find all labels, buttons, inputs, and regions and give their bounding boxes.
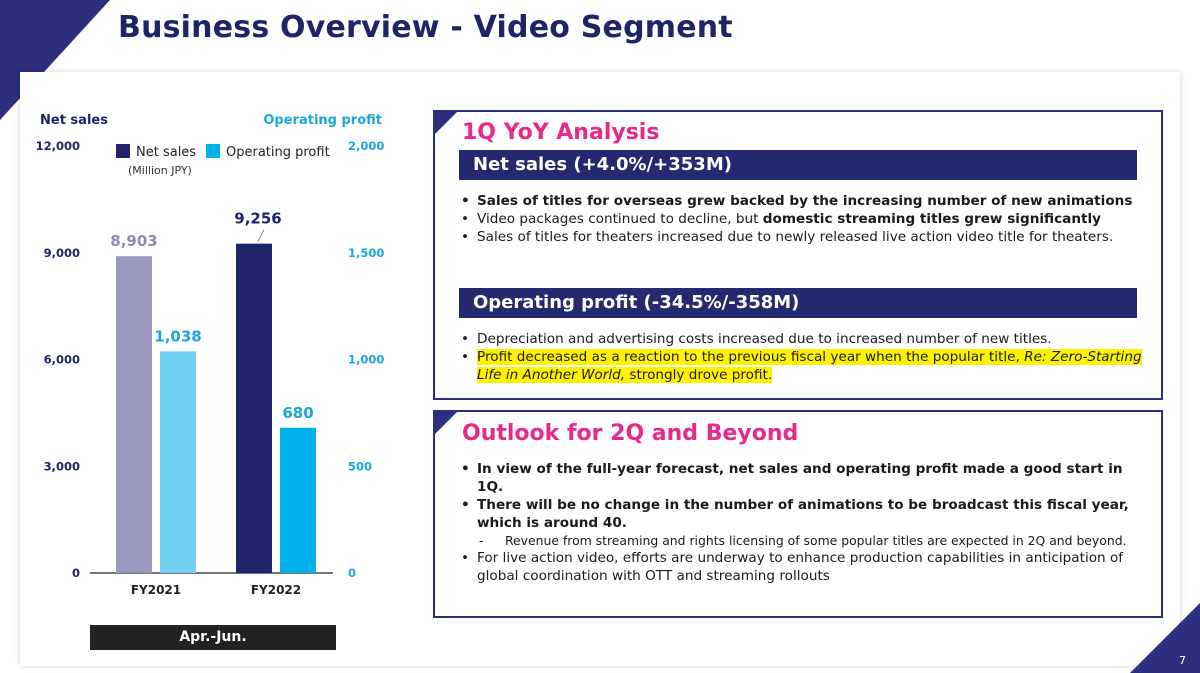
bar-operating-profit (160, 351, 196, 573)
left-axis-title: Net sales (40, 113, 108, 128)
net-sales-bullets (459, 192, 1149, 246)
box-corner-decoration (433, 410, 459, 436)
box-corner-decoration (433, 110, 459, 136)
left-axis-tick-label: 9,000 (43, 245, 80, 260)
right-axis-tick-label: 2,000 (348, 139, 385, 153)
outlook-box (433, 410, 1163, 618)
category-label: FY2021 (130, 583, 182, 597)
left-axis-tick-label: 12,000 (35, 139, 80, 153)
list-item: • Sales of titles for theaters increased due to newly released live action video title for theaters. (459, 228, 1149, 246)
bar-operating-profit (280, 428, 316, 573)
data-label-net-sales: 9,256 (234, 209, 282, 228)
list-item: • Profit decreased as a reaction to the previous fiscal year when the popular title, Re: Zero-Starting Life in Another World, strongly drove profit. (459, 348, 1149, 384)
period-label: Apr.-Jun. (90, 625, 336, 650)
yoy-analysis-heading: 1Q YoY Analysis (462, 120, 660, 145)
corner-decoration-bottom-right (1130, 603, 1200, 673)
legend-label-net-sales: Net sales (136, 145, 197, 160)
list-item: • Depreciation and advertising costs increased due to increased number of new titles. (459, 330, 1149, 348)
legend-swatch-net-sales (116, 144, 130, 158)
data-label-operating-profit: 680 (282, 403, 314, 422)
operating-profit-bullets (459, 330, 1149, 384)
data-label-operating-profit: 1,038 (154, 327, 202, 346)
right-axis-tick-label: 0 (348, 566, 357, 580)
category-label: FY2022 (250, 583, 302, 597)
bar-net-sales (236, 244, 272, 573)
outlook-heading: Outlook for 2Q and Beyond (462, 421, 799, 446)
right-axis-title: Operating profit (263, 113, 382, 128)
list-item: • Sales of titles for overseas grew backed by the increasing number of new animations (459, 192, 1149, 210)
list-item: • There will be no change in the number of animations to be broadcast this fiscal year, which is around 40. (459, 496, 1149, 532)
legend-swatch-operating-profit (206, 144, 220, 158)
net-sales-section-bar: Net sales (+4.0%/+353M) (459, 150, 1137, 180)
list-item: • For live action video, efforts are underway to enhance production capabilities in anticipation of global coordination with OTT and streaming rollouts (459, 549, 1149, 585)
right-axis-tick-label: 1,500 (348, 245, 385, 260)
page-title: Business Overview - Video Segment (118, 10, 733, 45)
outlook-bullets (459, 460, 1149, 585)
list-item: - Revenue from streaming and rights licensing of some popular titles are expected in 2Q and beyond. (459, 532, 1149, 549)
left-axis-tick-label: 6,000 (43, 352, 80, 367)
units-label: (Million JPY) (128, 164, 192, 177)
list-item: • Video packages continued to decline, but domestic streaming titles grew significantly (459, 210, 1149, 228)
left-axis-tick-label: 0 (71, 566, 80, 580)
data-label-leader-line (258, 230, 264, 242)
sales-profit-chart (28, 100, 398, 610)
operating-profit-section-bar: Operating profit (-34.5%/-358M) (459, 288, 1137, 318)
page-number: 7 (1179, 654, 1186, 667)
list-item: • In view of the full-year forecast, net sales and operating profit made a good start in 1Q. (459, 460, 1149, 496)
legend-label-operating-profit: Operating profit (226, 145, 330, 160)
data-label-net-sales: 8,903 (110, 232, 158, 251)
left-axis-tick-label: 3,000 (43, 459, 80, 474)
yoy-analysis-box (433, 110, 1163, 400)
right-axis-tick-label: 500 (348, 459, 373, 474)
right-axis-tick-label: 1,000 (348, 352, 385, 367)
bar-net-sales (116, 256, 152, 573)
